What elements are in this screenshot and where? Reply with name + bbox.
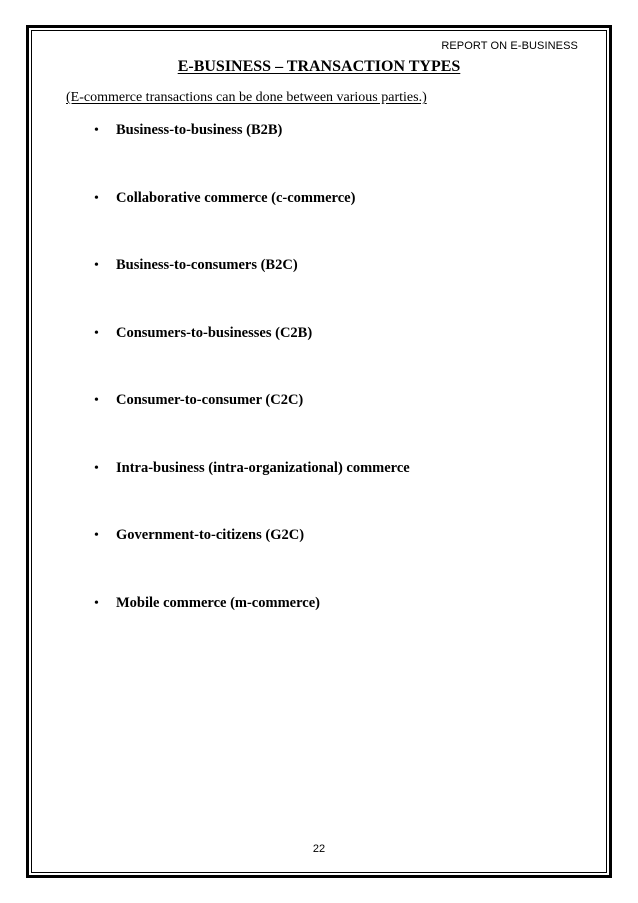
list-item-text: Intra-business (intra-organizational) commerce (116, 459, 410, 476)
page-number: 22 (312, 843, 326, 855)
bullet-icon: • (94, 393, 99, 408)
bullet-icon: • (94, 190, 99, 206)
list-item-text: Mobile commerce (m-commerce) (116, 594, 320, 611)
intro-text: (E-commerce transactions can be done between various parties.) (66, 90, 427, 105)
list-item (94, 190, 410, 258)
list-item (94, 595, 410, 663)
list-item-text: Consumer-to-consumer (C2C) (116, 392, 304, 408)
list-item (94, 122, 410, 190)
bullet-icon: • (94, 460, 99, 476)
bullet-icon: • (94, 325, 99, 341)
bullet-icon: • (94, 258, 99, 273)
list-item (94, 527, 410, 595)
list-item (94, 460, 410, 528)
list-item-text: Business-to-consumers (B2C) (116, 257, 298, 273)
list-item (94, 325, 410, 393)
bullet-icon: • (94, 595, 99, 611)
page-title: E-BUSINESS – TRANSACTION TYPES (177, 58, 461, 75)
list-item-text: Collaborative commerce (c-commerce) (116, 189, 356, 206)
list-item-text: Government-to-citizens (G2C) (116, 527, 305, 543)
bullet-icon: • (94, 123, 99, 138)
list-item (94, 257, 410, 325)
list-item-text: Business-to-business (B2B) (116, 122, 283, 138)
list-item-text: Consumers-to-businesses (C2B) (116, 324, 313, 341)
bullet-icon: • (94, 528, 99, 543)
running-header: REPORT ON E-BUSINESS (441, 40, 578, 52)
list-item (94, 392, 410, 460)
transaction-types-list (94, 122, 410, 662)
